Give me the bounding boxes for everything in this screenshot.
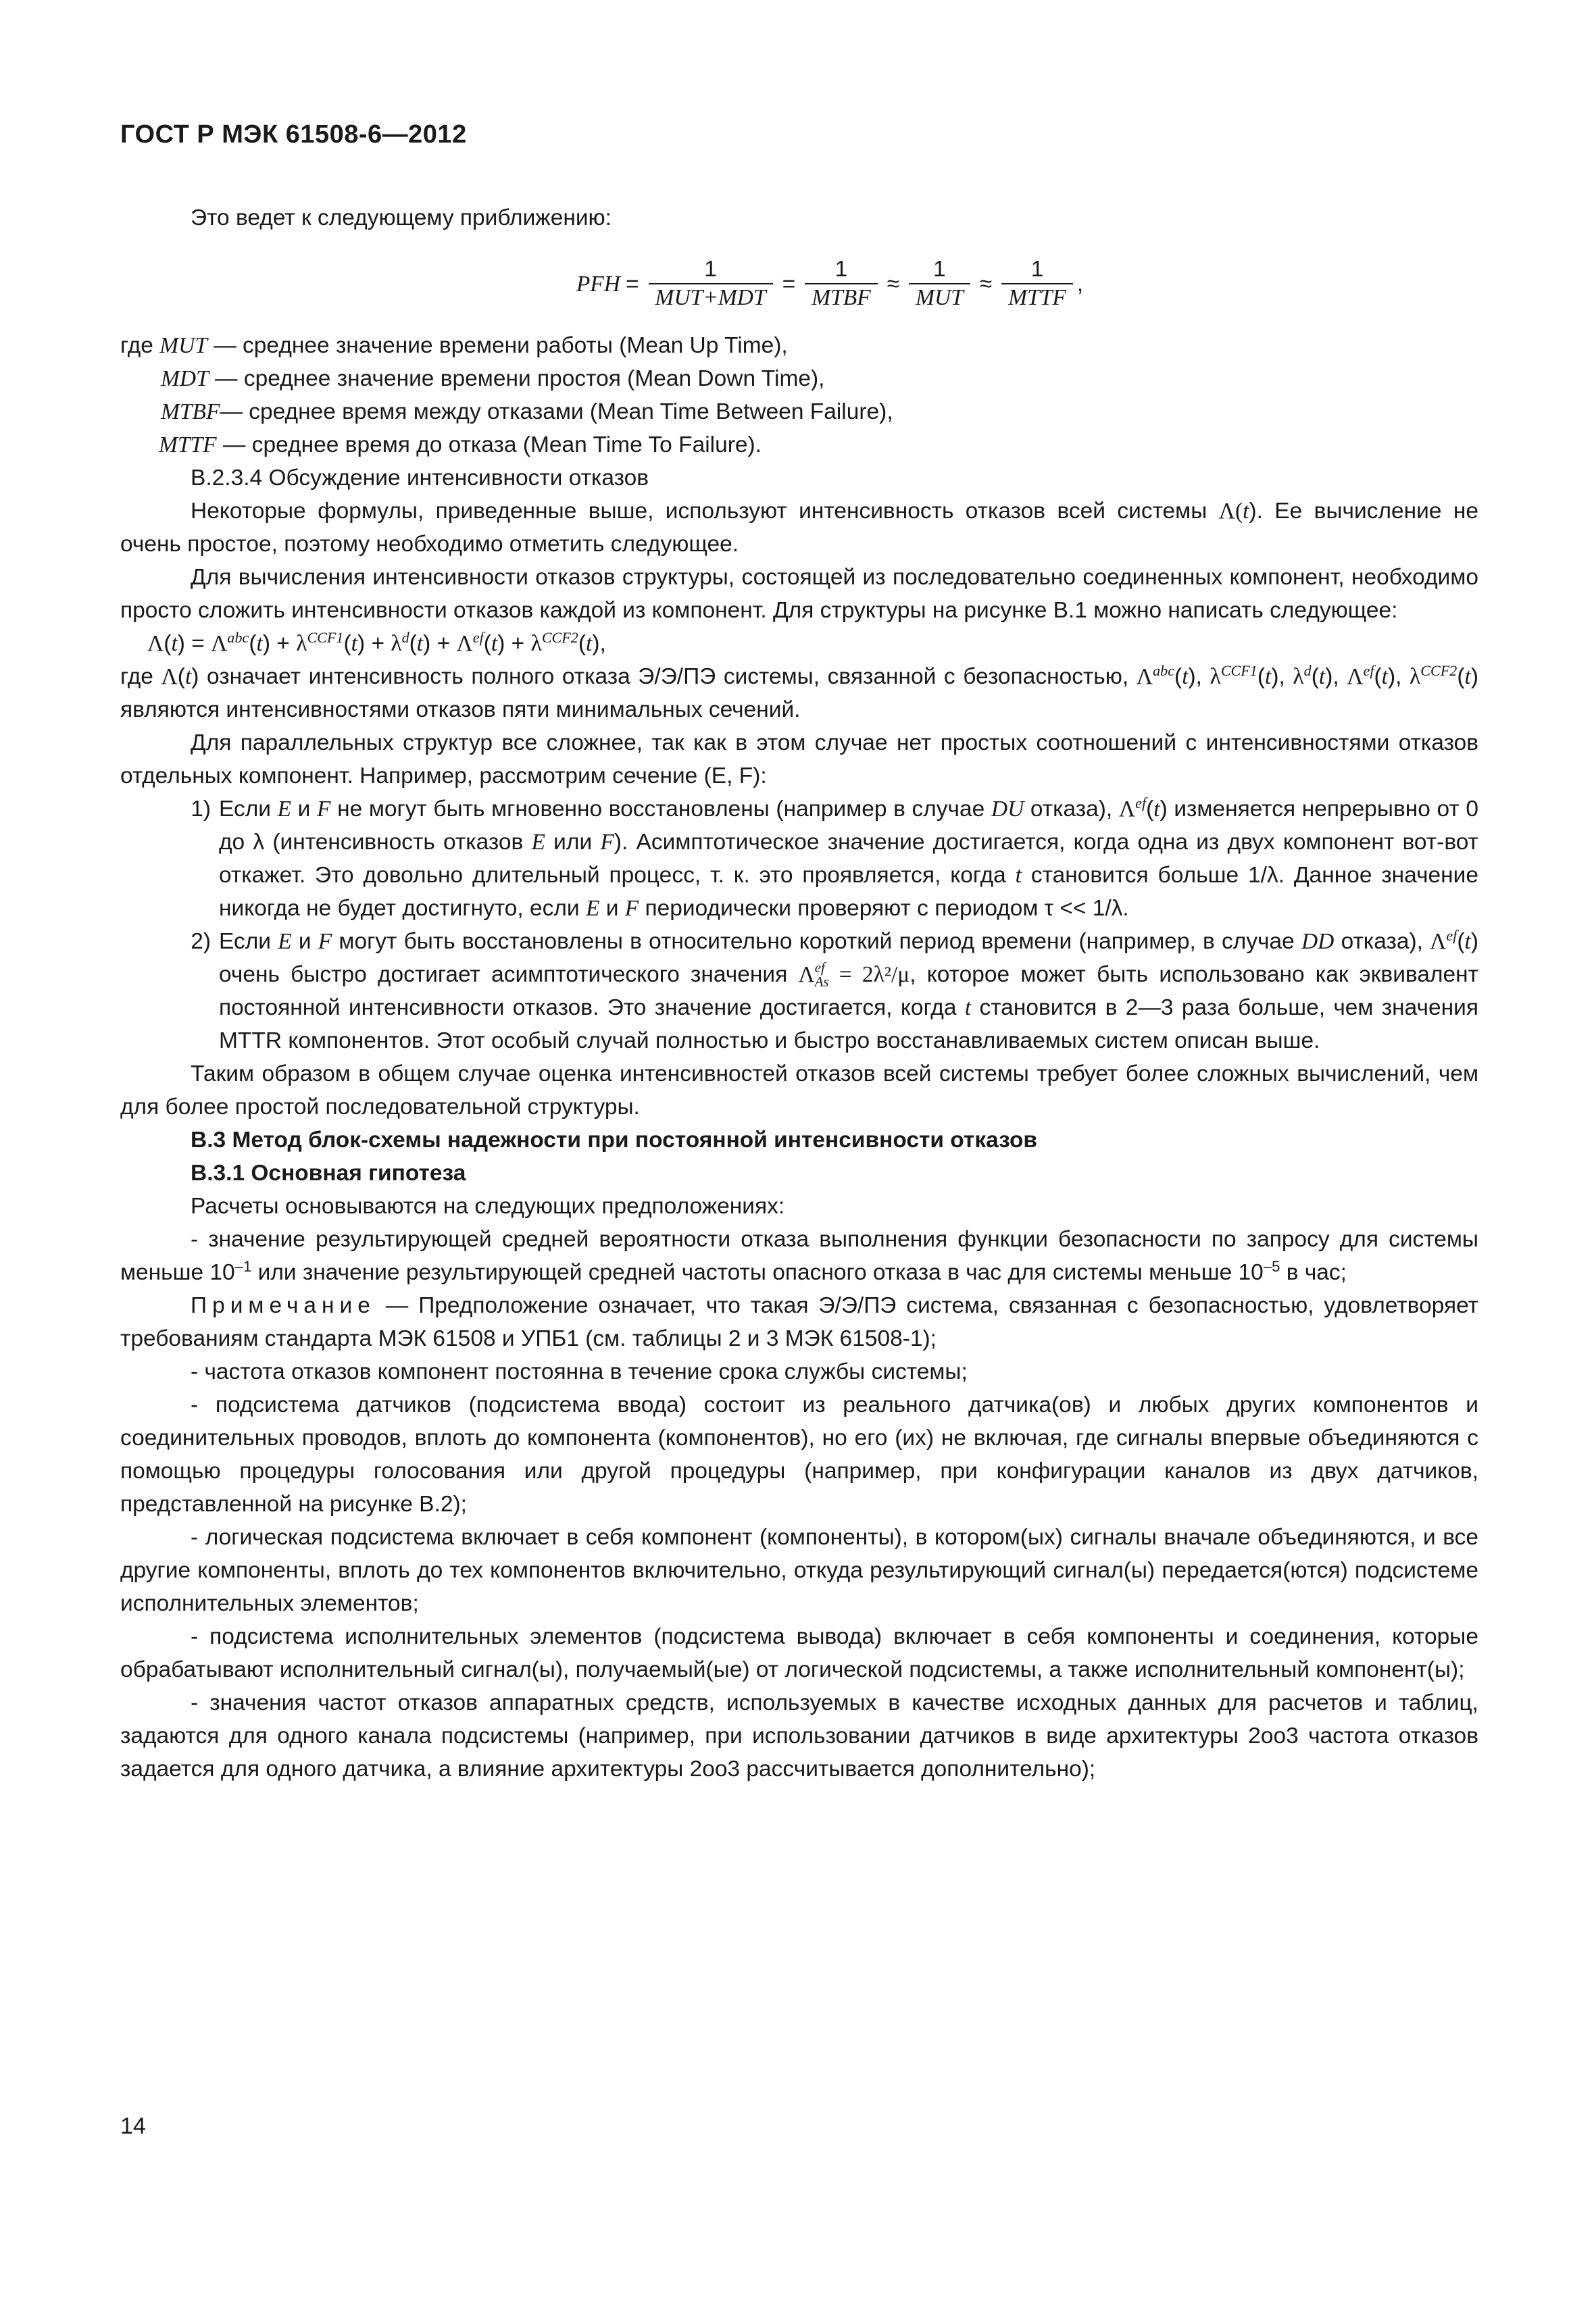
section-heading-b3: В.3 Метод блок-схемы надежности при постоянной интенсивности отказов — [191, 1128, 1037, 1153]
definition-list — [120, 329, 1478, 461]
section-heading-b234: В.2.3.4 Обсуждение интенсивности отказов — [191, 466, 649, 491]
note-paragraph: Примечание — Предположение означает, что такая Э/Э/ПЭ система, связанная с безопасностью, удовлетворяет требованиям стандарта МЭК 61508 и УПБ1 (см. таблицы 2 и 3 МЭК 61508-1); — [120, 1293, 1478, 1351]
fraction-numerator: 1 — [933, 257, 946, 282]
bullet-sensor-subsystem: - подсистема датчиков (подсистема ввода) состоит из реального датчика(ов) и любых других компонентов и соединительных проводов, вплоть до компонента (компонентов), но его (их) не включая, где сигналы впервые объединяются с помощью процедуры голосования или другой процедуры (например, при конфигурации каналов из двух датчиков, представленной на рисунке В.2); — [120, 1392, 1478, 1517]
bullet-hardware-failure-rates: - значения частот отказов аппаратных средств, используемых в качестве исходных данных для расчетов и таблиц, задаются для одного канала подсистемы (например, при использовании датчиков в виде архитектуры 2oo3 частота отказов задается для одного датчика, а влияние архитектуры 2oo3 рассчитывается дополнительно); — [120, 1690, 1478, 1782]
fraction-mut — [909, 256, 970, 311]
lambda-formula: $\Lambda(t) = \Lambda^{abc}(t) + \lambda^{CCF1}(t) + \lambda^d(t) + \Lambda^{ef}(t) + \lambda^{CCF2}(t)$, — [147, 628, 606, 656]
approx-sign: ≈ — [887, 271, 900, 297]
fraction-denominator: MTTF — [1001, 283, 1073, 311]
list-item-1 — [120, 793, 1478, 925]
fraction-denominator: MUT+MDT — [649, 283, 773, 311]
list-item-text: Если E и F могут быть восстановлены в относительно короткий период времени (например, в случае DD отказа), $\Lambda^{ef}(t)$ очень быстро достигает асимптотического значения Λ ef As = 2λ²/μ, которое может быть использовано как эквивалент постоянной интенсивности отказов. Это значение достигается, когда t становится в 2—3 раза больше, чем значения MTTR компонентов. Этот особый случай полностью и быстро восстанавливаемых систем описан выше. — [219, 926, 1479, 1053]
bullet-logic-subsystem: - логическая подсистема включает в себя компонент (компоненты), в котором(ых) сигналы вначале объединяются, и все другие компоненты, вплоть до тех компонентов включительно, откуда результирующий сигнал(ы) передается(ются) подсистеме исполнительных элементов; — [120, 1525, 1478, 1616]
list-item-2 — [120, 925, 1478, 1057]
paragraph-assumptions-intro: Расчеты основываются на следующих предположениях: — [191, 1194, 785, 1219]
bullet-constant-failure-rate: - частота отказов компонент постоянна в течение срока службы системы; — [191, 1359, 968, 1384]
bullet-pfd-pfh: - значение результирующей средней вероятности отказа выполнения функции безопасности по запросу для системы меньше $10^{-1}$ или значение результирующей средней частоты опасного отказа в час для системы меньше $10^{-5}$ в час; — [120, 1227, 1478, 1285]
definition-mtbf: MTBF— среднее время между отказами (Mean Time Between Failure), — [161, 399, 893, 424]
page-number: 14 — [120, 2113, 146, 2139]
paragraph-parallel-structures: Для параллельных структур все сложнее, так как в этом случае нет простых соотношений с интенсивностями отказов отдельных компонент. Например, рассмотрим сечение (E, F): — [120, 730, 1478, 788]
note-label: Примечание — [191, 1293, 376, 1318]
equals-sign: = — [782, 271, 796, 297]
paragraph-series-structure: Для вычисления интенсивности отказов структуры, состоящей из последовательно соединенных компонент, необходимо просто сложить интенсивности отказов каждой из компонент. Для структуры на рисунке В.1 можно написать следующее: — [120, 565, 1478, 623]
fraction-mut-mdt — [649, 256, 773, 311]
intro-line: Это ведет к следующему приближению: — [191, 205, 612, 230]
document-body — [120, 201, 1478, 1786]
fraction-mtbf — [805, 256, 877, 311]
fraction-numerator: 1 — [834, 257, 848, 282]
list-marker: 2) — [191, 929, 211, 954]
approx-sign: ≈ — [979, 271, 993, 297]
equals-sign: = — [625, 271, 639, 297]
fraction-denominator: MTBF — [805, 283, 877, 311]
paragraph-system-failure-rate: Некоторые формулы, приведенные выше, используют интенсивность отказов всей системы Λ(t). Ее вычисление не очень простое, поэтому необходимо отметить следующее. — [120, 499, 1478, 557]
paragraph-lambda-meaning: где Λ(t) означает интенсивность полного отказа Э/Э/ПЭ системы, связанной с безопасностью, $\Lambda^{abc}(t)$, $\lambda^{CCF1}(t)$, $\lambda^d(t)$, $\Lambda^{ef}(t)$, $\lambda^{CCF2}(t)$ являются интенсивностями отказов пяти минимальных сечений. — [120, 661, 1478, 722]
section-heading-b31: В.3.1 Основная гипотеза — [191, 1161, 466, 1186]
fraction-mttf — [1001, 256, 1073, 311]
paragraph-conclusion: Таким образом в общем случае оценка интенсивностей отказов всей системы требует более сложных вычислений, чем для более простой последовательной структуры. — [120, 1061, 1478, 1120]
definition-mttf: MTTF — среднее время до отказа (Mean Time To Failure). — [159, 432, 762, 457]
fraction-numerator: 1 — [1030, 257, 1044, 282]
definition-mdt: MDT — среднее значение времени простоя (Mean Down Time), — [161, 366, 825, 391]
pfh-symbol: PFH — [576, 271, 620, 297]
list-item-text: Если E и F не могут быть мгновенно восстановлены (например в случае DU отказа), $\Lambda^{ef}(t)$ изменяется непрерывно от 0 до λ (интенсивность отказов E или F). Асимптотическое значение достигается, когда одна из двух компонент вот-вот откажет. Это довольно длительный процесс, т. к. это проявляется, когда t становится больше 1/λ. Данное значение никогда не будет достигнуто, если E и F периодически проверяют с периодом τ << 1/λ. — [219, 794, 1478, 921]
bullet-final-element-subsystem: - подсистема исполнительных элементов (подсистема вывода) включает в себя компоненты и соединения, которые обрабатывают исполнительный сигнал(ы), получаемый(ые) от логической подсистемы, а также исполнительный компонент(ы); — [120, 1624, 1478, 1682]
definition-mut: где MUT — среднее значение времени работы (Mean Up Time), — [120, 333, 788, 358]
pfh-formula — [120, 256, 1478, 311]
formula-comma: , — [1076, 271, 1084, 297]
fraction-numerator: 1 — [704, 257, 717, 282]
standard-header: ГОСТ Р МЭК 61508-6—2012 — [120, 120, 467, 149]
list-marker: 1) — [191, 797, 211, 822]
fraction-denominator: MUT — [909, 283, 970, 311]
